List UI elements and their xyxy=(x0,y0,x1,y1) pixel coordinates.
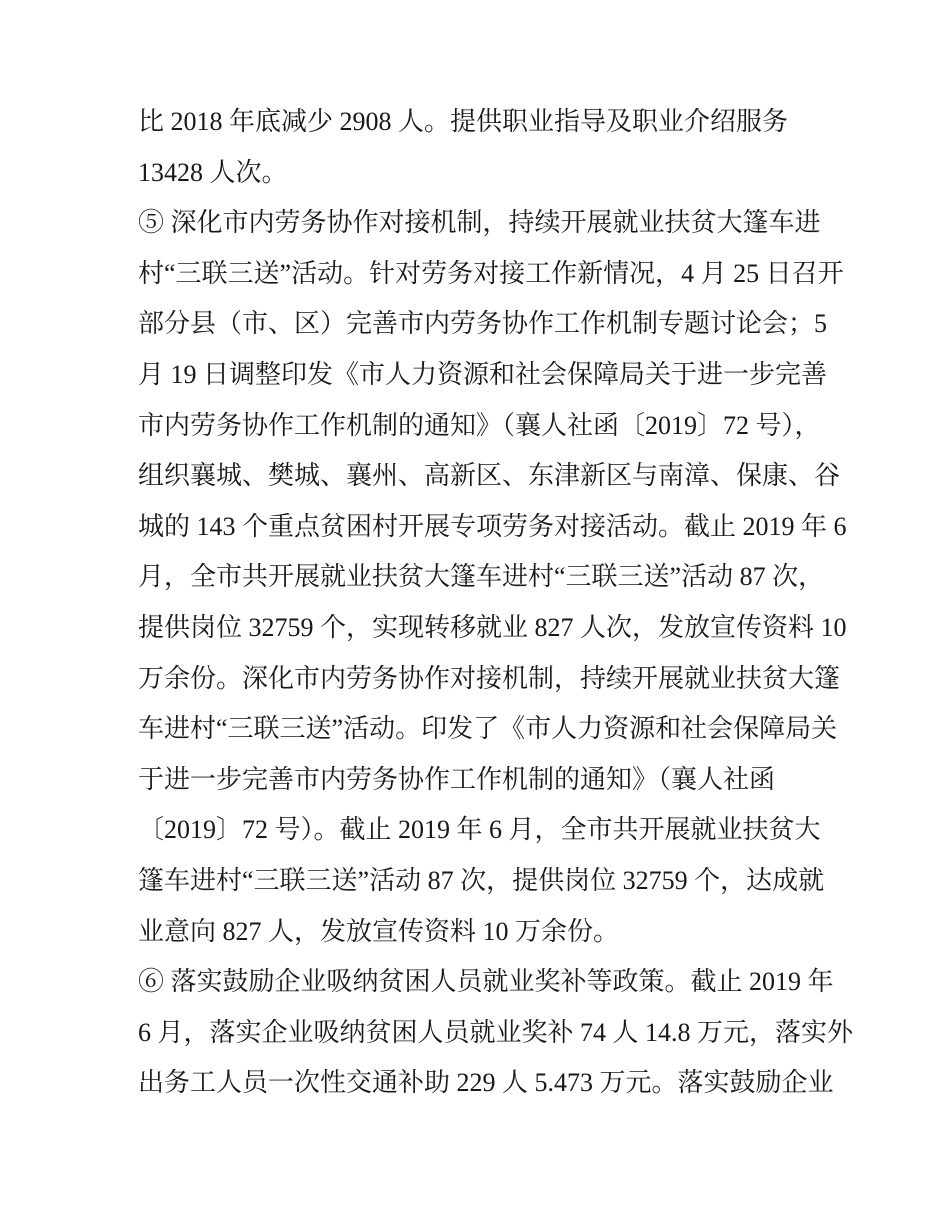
text-line: 村“三联三送”活动。针对劳务对接工作新情况，4 月 25 日召开 xyxy=(138,258,844,288)
text-line: 部分县（市、区）完善市内劳务协作工作机制专题讨论会；5 xyxy=(138,309,828,339)
text-line: 篷车进村“三联三送”活动 87 次，提供岗位 32759 个，达成就 xyxy=(138,865,825,895)
text-line: ⑥ 落实鼓励企业吸纳贫困人员就业奖补等政策。截止 2019 年 xyxy=(138,967,834,997)
text-line: 月，全市共开展就业扶贫大篷车进村“三联三送”活动 87 次， xyxy=(138,562,825,592)
text-line: 出务工人员一次性交通补助 229 人 5.473 万元。落实鼓励企业 xyxy=(138,1068,834,1098)
text-line: 城的 143 个重点贫困村开展专项劳务对接活动。截止 2019 年 6 xyxy=(138,511,847,541)
text-line: 组织襄城、樊城、襄州、高新区、东津新区与南漳、保康、谷 xyxy=(138,461,841,491)
text-line: 月 19 日调整印发《市人力资源和社会保障局关于进一步完善 xyxy=(138,359,828,389)
text-line: ⑤ 深化市内劳务协作对接机制，持续开展就业扶贫大篷车进 xyxy=(138,208,821,238)
document-text-block xyxy=(138,97,854,1109)
text-line: 车进村“三联三送”活动。印发了《市人力资源和社会保障局关 xyxy=(138,714,838,744)
text-line: 业意向 827 人，发放宣传资料 10 万余份。 xyxy=(138,916,620,946)
text-line: 市内劳务协作工作机制的通知》（襄人社函〔2019〕72 号）， xyxy=(138,410,821,440)
text-line: 13428 人次。 xyxy=(138,157,288,187)
text-line: 提供岗位 32759 个，实现转移就业 827 人次，发放宣传资料 10 xyxy=(138,612,847,642)
text-line: 〔2019〕72 号）。截止 2019 年 6 月，全市共开展就业扶贫大 xyxy=(138,815,821,845)
text-line: 万余份。深化市内劳务协作对接机制，持续开展就业扶贫大篷 xyxy=(138,663,841,693)
text-line: 比 2018 年底减少 2908 人。提供职业指导及职业介绍服务 xyxy=(138,107,789,136)
text-line: 6 月，落实企业吸纳贫困人员就业奖补 74 人 14.8 万元，落实外 xyxy=(138,1017,854,1047)
text-line: 于进一步完善市内劳务协作工作机制的通知》（襄人社函 xyxy=(138,764,776,794)
